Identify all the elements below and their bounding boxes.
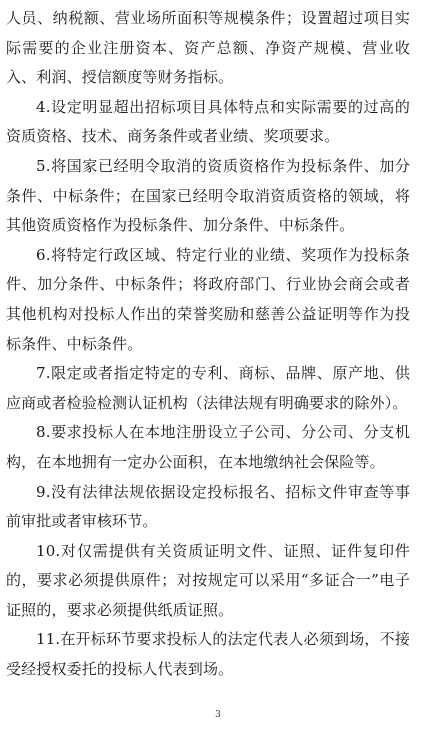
paragraph-item-6: 6.将特定行政区域、特定行业的业绩、奖项作为投标条件、加分条件、中标条件；将政府部门、行业协会商会或者其他机构对投标人作出的荣誉奖励和慈善公益证明等作为投标条件、中标条件。 xyxy=(6,245,410,353)
paragraph-item-10: 10.对仅需提供有关资质证明文件、证照、证件复印件的，要求必须提供原件；对按规定可以采用“多证合一”电子证照的，要求必须提供纸质证照。 xyxy=(6,541,410,619)
paragraph-item-11: 11.在开标环节要求投标人的法定代表人必须到场，不接受经授权委托的投标人代表到场。 xyxy=(6,630,410,679)
paragraph-continuation: 人员、纳税额、营业场所面积等规模条件；设置超过项目实际需要的企业注册资本、资产总额、净资产规模、营业收入、利润、授信额度等财务指标。 xyxy=(6,9,410,87)
paragraph-item-7: 7.限定或者指定特定的专利、商标、品牌、原产地、供应商或者检验检测认证机构（法律法规有明确要求的除外）。 xyxy=(6,364,410,412)
paragraph-item-8: 8.要求投标人在本地注册设立子公司、分公司、分支机构，在本地拥有一定办公面积，在本地缴纳社会保险等。 xyxy=(6,423,410,471)
paragraph-item-9: 9.没有法律法规依据设定投标报名、招标文件审查等事前审批或者审核环节。 xyxy=(6,482,410,531)
page-number: 3 xyxy=(215,710,221,720)
paragraph-item-4: 4.设定明显超出招标项目具体特点和实际需要的过高的资质资格、技术、商务条件或者业绩、奖项要求。 xyxy=(6,97,410,146)
paragraph-item-5: 5.将国家已经明令取消的资质资格作为投标条件、加分条件、中标条件；在国家已经明令取消资质资格的领域，将其他资质资格作为投标条件、加分条件、中标条件。 xyxy=(6,156,410,235)
